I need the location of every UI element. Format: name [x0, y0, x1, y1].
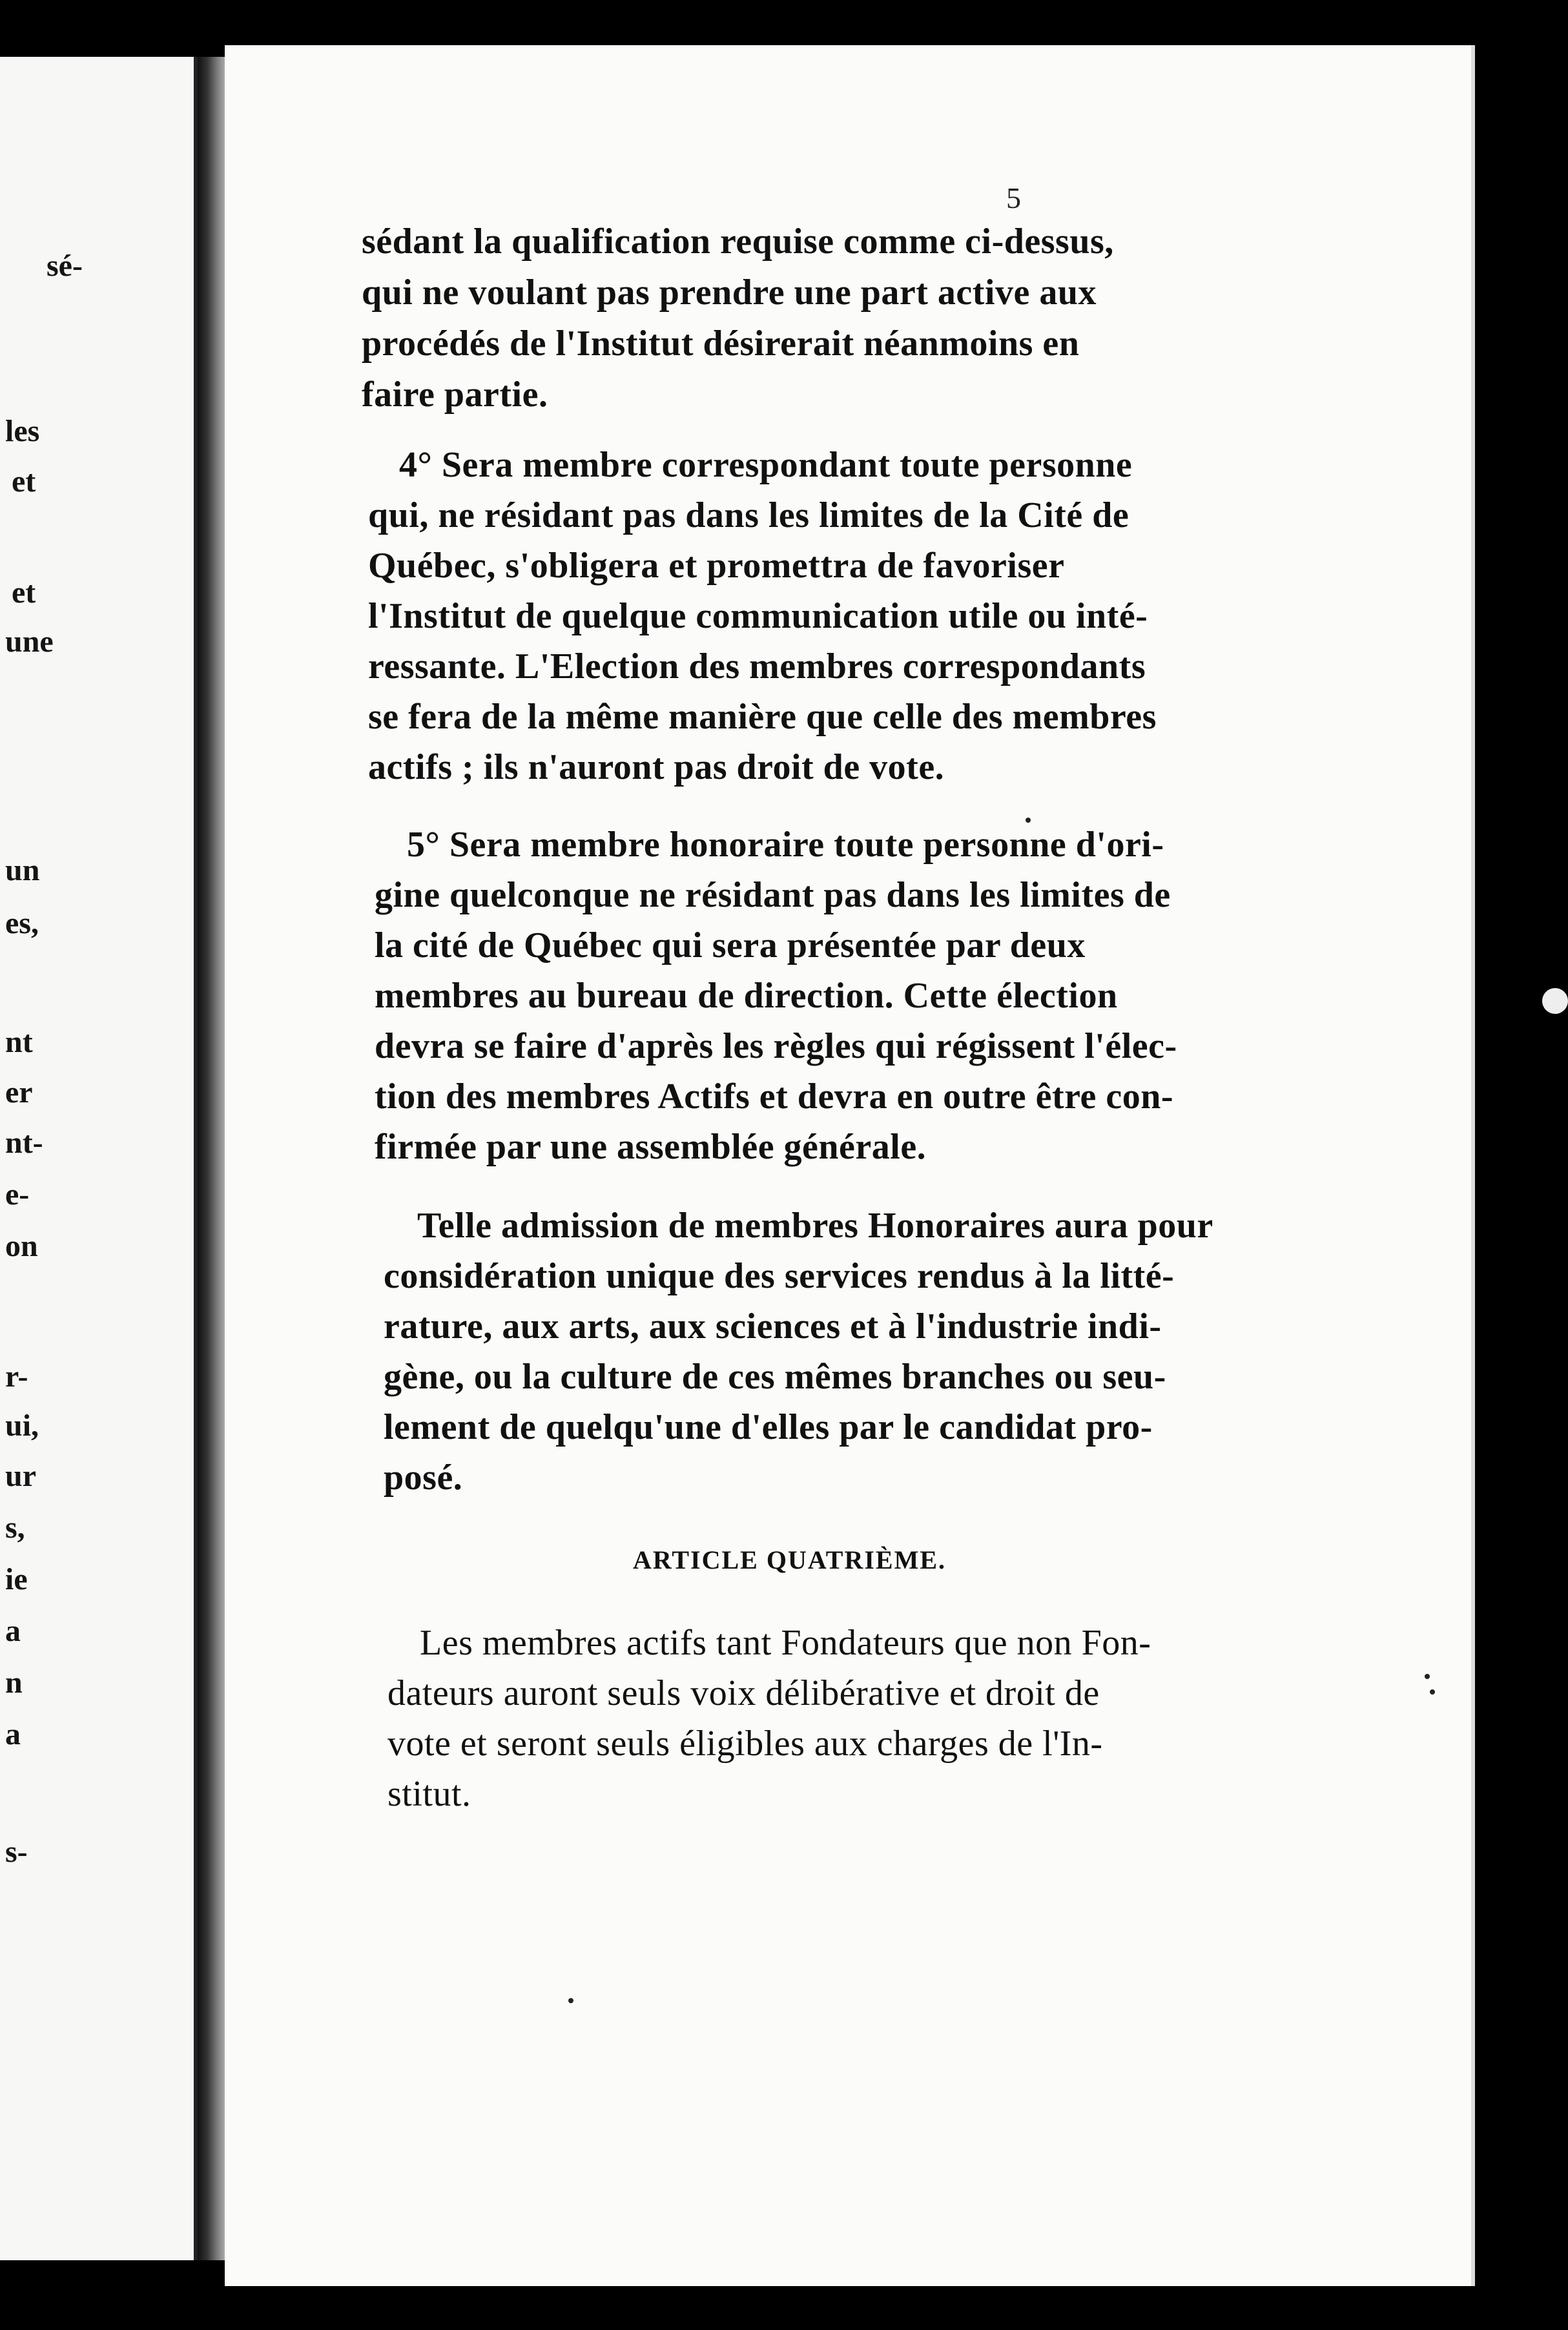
left-page-fragment: nt- [5, 1126, 43, 1160]
left-page [0, 57, 198, 2260]
left-page-fragment: s- [5, 1835, 28, 1869]
right-page [225, 45, 1471, 2286]
left-page-fragment: es, [5, 906, 39, 940]
text-line: sédant la qualification requise comme ci-dessus, [362, 222, 1114, 262]
text-line: l'Institut de quelque communication utile ou inté- [368, 596, 1148, 636]
text-line: lement de quelqu'une d'elles par le candidat pro- [384, 1407, 1153, 1447]
text-line: Québec, s'obligera et promettra de favoriser [368, 546, 1065, 586]
ink-speck [568, 1998, 573, 2003]
text-line: rature, aux arts, aux sciences et à l'industrie indi- [384, 1306, 1162, 1346]
text-line: posé. [384, 1458, 463, 1498]
edge-stain [1542, 988, 1568, 1014]
left-page-fragment: a [5, 1717, 21, 1751]
text-line: vote et seront seuls éligibles aux charges de l'In- [387, 1724, 1103, 1764]
page-number: 5 [1006, 181, 1021, 214]
left-page-fragment: er [5, 1075, 33, 1109]
text-line: gène, ou la culture de ces mêmes branches ou seu- [384, 1357, 1166, 1397]
text-line: membres au bureau de direction. Cette élection [375, 976, 1118, 1016]
text-line: actifs ; ils n'auront pas droit de vote. [368, 747, 945, 787]
text-line: 4° Sera membre correspondant toute personne [399, 445, 1133, 485]
left-page-fragment: s, [5, 1510, 25, 1545]
text-line: 5° Sera membre honoraire toute personne d'ori- [407, 825, 1164, 865]
text-line: considération unique des services rendus à la litté- [384, 1256, 1175, 1296]
ink-speck [1425, 1674, 1430, 1679]
text-line: procédés de l'Institut désirerait néanmoins en [362, 324, 1080, 364]
article-heading: ARTICLE QUATRIÈME. [633, 1545, 947, 1574]
text-line: firmée par une assemblée générale. [375, 1127, 927, 1167]
text-line: Les membres actifs tant Fondateurs que non Fon- [420, 1623, 1151, 1663]
text-line: ressante. L'Election des membres correspondants [368, 646, 1146, 686]
text-line: se fera de la même manière que celle des membres [368, 697, 1157, 737]
left-page-fragment: un [5, 853, 40, 887]
left-page-fragment: une [5, 624, 54, 659]
text-line: faire partie. [362, 375, 548, 415]
text-line: dateurs auront seuls voix délibérative et droit de [387, 1673, 1100, 1713]
ink-speck [1026, 818, 1031, 823]
text-line: la cité de Québec qui sera présentée par deux [375, 925, 1086, 965]
text-line: tion des membres Actifs et devra en outre être con- [375, 1077, 1173, 1117]
text-line: stitut. [387, 1774, 471, 1814]
left-page-fragment: on [5, 1229, 38, 1263]
left-page-fragment: n [5, 1665, 23, 1700]
left-page-fragment: sé- [46, 249, 83, 283]
left-page-fragment: a [5, 1614, 21, 1648]
left-page-fragment: ur [5, 1459, 36, 1493]
left-page-fragment: nt [5, 1025, 33, 1059]
left-page-fragment: ie [5, 1562, 28, 1596]
ink-speck [1430, 1689, 1435, 1695]
left-page-fragment: et [12, 464, 36, 499]
left-page-fragment: e- [5, 1177, 30, 1211]
text-line: qui, ne résidant pas dans les limites de la Cité de [368, 495, 1130, 535]
text-line: qui ne voulant pas prendre une part active aux [362, 273, 1097, 313]
text-line: devra se faire d'après les règles qui régissent l'élec- [375, 1026, 1177, 1066]
left-page-fragment: ui, [5, 1408, 39, 1443]
left-page-fragment: r- [5, 1359, 28, 1394]
left-page-fragment: et [12, 575, 36, 610]
book-gutter [198, 57, 225, 2260]
left-page-fragment: les [5, 414, 40, 448]
text-line: gine quelconque ne résidant pas dans les limites de [375, 875, 1171, 915]
text-line: Telle admission de membres Honoraires aura pour [417, 1206, 1213, 1246]
